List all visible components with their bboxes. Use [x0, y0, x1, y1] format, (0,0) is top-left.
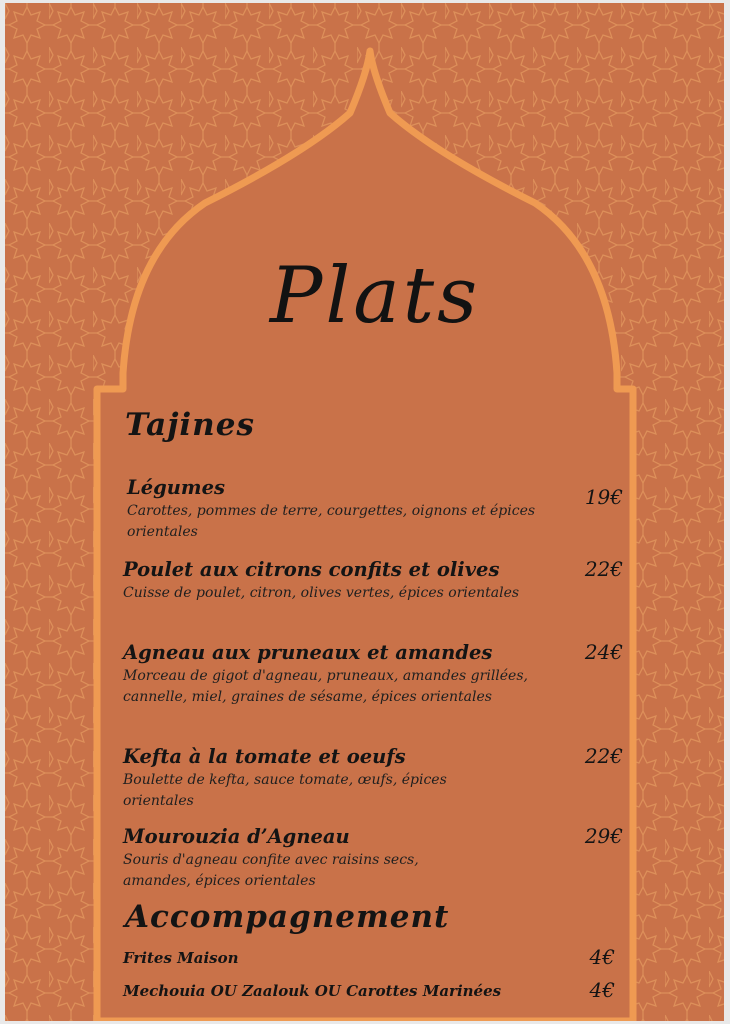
menu-item-agneau-pruneaux	[123, 640, 623, 708]
item-description: Souris d'agneau confite avec raisins secs, amandes, épices orientales	[123, 852, 419, 889]
side-item-price: 4€	[589, 978, 615, 1002]
menu-item-legumes	[123, 475, 623, 543]
item-description: Carottes, pommes de terre, courgettes, oignons et épices orientales	[127, 503, 536, 540]
item-name: Poulet aux citrons confits et olives	[123, 558, 500, 581]
menu-page	[5, 3, 724, 1021]
menu-item-mourouzia	[123, 824, 623, 892]
item-description: Morceau de gigot d'agneau, pruneaux, amandes grillées, cannelle, miel, graines de sésame, épices orientales	[123, 668, 528, 705]
page-title: Plats	[269, 251, 481, 341]
item-price: 22€	[584, 557, 623, 581]
side-item-name: Mechouia OU Zaalouk OU Carottes Marinées	[123, 982, 502, 1000]
section-title-tajines: Tajines	[125, 407, 255, 443]
item-description: Boulette de kefta, sauce tomate, œufs, épices orientales	[123, 772, 447, 809]
side-item-mechouia	[123, 980, 623, 1002]
item-name: Légumes	[127, 476, 225, 499]
item-price: 29€	[584, 824, 623, 848]
item-price: 19€	[584, 485, 623, 509]
section-title-accompagnement: Accompagnement	[125, 899, 450, 935]
item-price: 24€	[584, 640, 623, 664]
menu-item-kefta	[123, 744, 623, 812]
item-price: 22€	[584, 744, 623, 768]
menu-item-poulet	[123, 557, 623, 604]
side-item-frites	[123, 947, 623, 969]
side-item-name: Frites Maison	[123, 949, 239, 967]
item-name: Mourouzia d’Agneau	[123, 825, 350, 848]
item-description: Cuisse de poulet, citron, olives vertes, épices orientales	[123, 585, 520, 601]
item-name: Agneau aux pruneaux et amandes	[123, 641, 493, 664]
item-name: Kefta à la tomate et oeufs	[123, 745, 406, 768]
side-item-price: 4€	[589, 945, 615, 969]
